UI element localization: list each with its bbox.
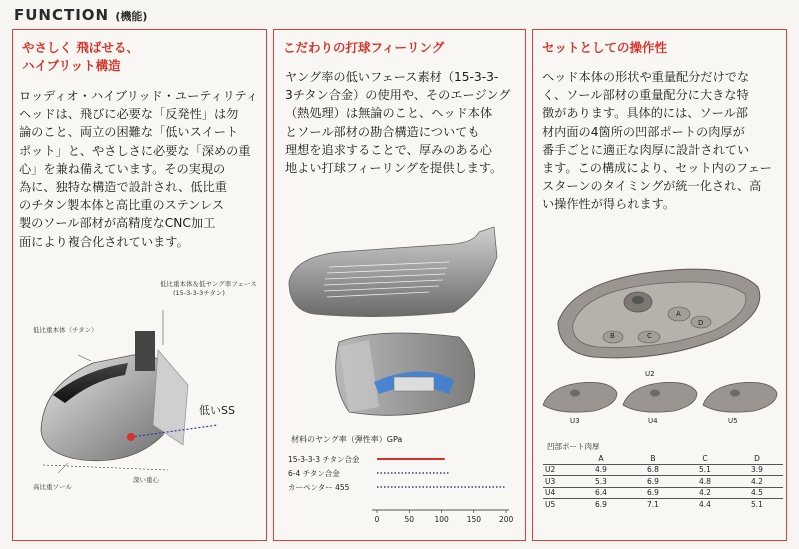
label-face-material: 低比重本体＆低ヤング率フェース <box>160 280 257 288</box>
x-axis-tick-label: 50 <box>404 515 415 524</box>
table-row <box>543 476 783 488</box>
youngs-modulus-chart <box>274 450 524 530</box>
panel3-body-line: く、ソール部材の重量配分に大きな特 <box>542 88 749 103</box>
panel3-body-line: ます。この構成により、セット内のフェー <box>542 161 772 176</box>
panel-hybrid-structure <box>12 29 267 541</box>
table-cell: 6.9 <box>627 487 679 499</box>
panel1-body <box>19 87 258 251</box>
panel1-body-line: 為に、独特な構造で設計され、低比重 <box>19 180 227 195</box>
bar-category-label: 6-4 チタン合金 <box>288 469 340 478</box>
panel1-body-line: 面により複合化されています。 <box>19 234 189 249</box>
panel1-body-line: 製のソール部材が高精度なCNC加工 <box>19 216 216 231</box>
table-cell: 4.4 <box>679 499 731 510</box>
panel2-body-line: 理想を追求することで、厚みのある心 <box>285 142 492 157</box>
panel-set-operability <box>532 29 787 541</box>
table-cell: U3 <box>543 476 575 488</box>
label-face-spec: (15-3-3-3チタン) <box>173 289 225 297</box>
panel1-body-line: 心」を兼ね備えています。その実現の <box>19 161 226 176</box>
table-cell: 4.5 <box>731 487 783 499</box>
panel2-body-line: ヤング率の低いフェース素材（15-3-3- <box>285 70 499 84</box>
panel1-body-line: ポット」と、やさしさに必要な「深めの重 <box>19 143 251 158</box>
panel1-body-line: のチタン製本体と高比重のステンレス <box>19 198 225 213</box>
panel1-title-line: やさしく 飛ばせる、 <box>22 40 139 55</box>
panel3-body-line: 番手ごとに適正な肉厚に設計されてい <box>542 142 750 157</box>
panel1-body-line: ヘッドは、飛びに必要な「反発性」は勿 <box>19 107 239 122</box>
panel3-title: セットとしての操作性 <box>542 40 668 55</box>
table-cell: 4.9 <box>575 464 627 476</box>
panel2-body-line: とソール部材の勘合構造についても <box>285 124 480 139</box>
table-cell: 6.8 <box>627 464 679 476</box>
youngs-modulus-chart-title: 材料のヤング率（弾性率）GPa <box>291 435 403 444</box>
table-row <box>543 464 783 476</box>
table-cell: 5.3 <box>575 476 627 488</box>
section-header <box>14 6 147 24</box>
port-label-d: D <box>698 319 704 327</box>
table-cell: U4 <box>543 487 575 499</box>
table-cell: U2 <box>543 464 575 476</box>
bar-category-label: カーペンター 455 <box>288 483 350 492</box>
port-label-b: B <box>610 332 615 340</box>
panel2-body-line: （熱処理）は無論のこと、ヘッド本体 <box>285 106 493 121</box>
table-header-cell <box>543 453 575 464</box>
unit-label-u4: U4 <box>648 417 658 425</box>
table-cell: 7.1 <box>627 499 679 510</box>
x-axis-tick-label: 100 <box>434 515 449 524</box>
table-header-cell: C <box>702 453 708 463</box>
table-header-cell: D <box>754 453 760 463</box>
unit-label-u2: U2 <box>645 370 655 378</box>
label-low-sweetspot: 低いSS <box>199 404 235 417</box>
panel1-title-line: ハイブリット構造 <box>22 58 121 73</box>
table-cell: 5.1 <box>731 499 783 510</box>
panel2-body-line: 3チタン合金）の使用や、そのエージング <box>285 88 511 103</box>
unit-label-u5: U5 <box>728 417 738 425</box>
table-cell: 5.1 <box>679 464 731 476</box>
table-header-cell: A <box>598 453 604 463</box>
panel3-body-line: スターンのタイミングが統一化され、高 <box>542 179 762 194</box>
table-cell: 3.9 <box>731 464 783 476</box>
port-label-a: A <box>676 310 681 318</box>
label-sole: 高比重ソール <box>33 483 72 491</box>
table-header-cell: B <box>650 453 656 463</box>
port-label-c: C <box>647 332 652 340</box>
x-axis-tick-label: 150 <box>466 515 482 524</box>
port-thickness-table-title: 凹部ポート肉厚 <box>547 442 600 451</box>
x-axis-tick-label: 200 <box>499 515 514 524</box>
bar-category-label: 15-3-3-3 チタン合金 <box>288 455 360 464</box>
table-cell: 6.9 <box>575 499 627 510</box>
table-cell: 4.2 <box>679 487 731 499</box>
panel2-title: こだわりの打球フィーリング <box>283 40 445 55</box>
header-title: FUNCTION <box>14 6 110 24</box>
table-row <box>543 499 783 510</box>
panel2-body <box>285 68 510 177</box>
panel3-body-line: 徴があります。具体的には、ソール部 <box>542 106 748 121</box>
table-row <box>543 487 783 499</box>
unit-label-u3: U3 <box>570 417 580 425</box>
panel1-body-line: ロッディオ・ハイブリッド・ユーティリティ <box>19 89 258 103</box>
panel-impact-feeling <box>273 29 526 541</box>
table-cell: 6.9 <box>627 476 679 488</box>
table-cell: 4.2 <box>731 476 783 488</box>
port-thickness-table <box>543 453 783 510</box>
table-cell: U5 <box>543 499 575 510</box>
sole-parts-u3-u5-illustration <box>539 375 779 420</box>
label-deep-cg: 深い重心 <box>133 476 159 484</box>
panel3-body-line: ヘッド本体の形状や重量配分だけでな <box>542 70 750 84</box>
club-head-photo-illustration <box>279 222 519 422</box>
table-header-row <box>543 453 783 464</box>
x-axis-tick-label: 0 <box>374 515 380 524</box>
label-body-titanium: 低比重本体（チタン） <box>33 326 98 334</box>
panel3-body-line: い操作性が得られます。 <box>542 197 676 212</box>
panel3-body <box>542 68 772 214</box>
sole-part-u2-illustration <box>553 252 773 372</box>
panel3-body-line: 材内面の4箇所の凹部ポートの肉厚が <box>542 124 745 139</box>
panel1-title <box>22 39 139 75</box>
table-cell: 6.4 <box>575 487 627 499</box>
panel2-body-line: 地よい打球フィーリングを提供します。 <box>285 161 503 176</box>
panel1-body-line: 論のこと、両立の困難な「低いスイート <box>19 125 239 140</box>
header-subtitle: (機能) <box>115 10 148 23</box>
table-cell: 4.8 <box>679 476 731 488</box>
